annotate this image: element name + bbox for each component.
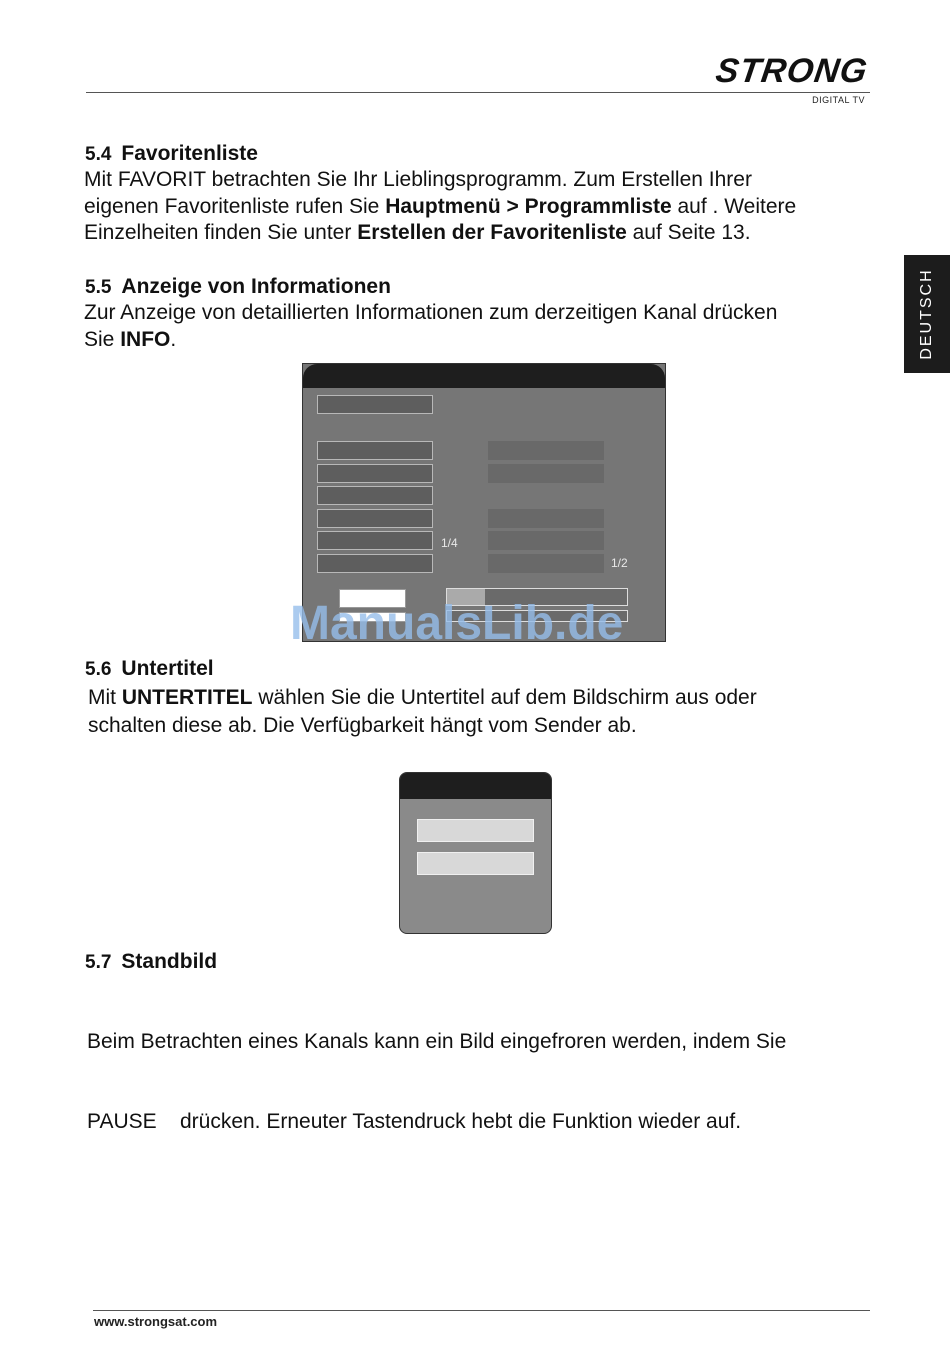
footer-divider [93, 1310, 870, 1311]
text-run: Sie [84, 327, 121, 351]
section-heading-5-5 [85, 275, 391, 299]
info-value-field [488, 531, 604, 550]
section-title: Favoritenliste [121, 142, 258, 165]
text-run: wählen Sie die Untertitel auf dem Bildschirm aus oder [252, 686, 757, 709]
section-heading-5-6 [85, 657, 214, 681]
section-title: Standbild [121, 950, 218, 973]
language-tab [904, 255, 950, 373]
info-field [317, 509, 433, 528]
brand-name: STRONG [712, 52, 870, 90]
footer-url: www.strongsat.com [94, 1314, 218, 1329]
section-number: 5.5 [85, 277, 112, 298]
info-field [317, 441, 433, 460]
brand-subtitle: DIGITAL TV [812, 95, 865, 105]
subtitle-screen-titlebar [400, 773, 551, 799]
section-title: Untertitel [121, 657, 214, 680]
body-line [88, 684, 757, 712]
text-run: . [170, 327, 177, 351]
subtitle-option [417, 819, 534, 842]
section-number: 5.4 [85, 144, 112, 165]
section-body-5-5 [84, 300, 777, 353]
info-value-field [488, 441, 604, 460]
body-line [84, 220, 796, 247]
info-field [317, 395, 433, 414]
text-run: auf . Weitere [671, 194, 797, 218]
subtitle-screen-image [399, 772, 552, 934]
body-line [84, 194, 796, 221]
watermark: ManualsLib.de [290, 597, 624, 650]
bold-term: Erstellen der Favoritenliste [357, 221, 627, 244]
section-heading-5-4 [85, 142, 258, 166]
text-run: Mit [88, 686, 122, 709]
info-field [317, 554, 433, 573]
info-field [317, 531, 433, 550]
text-run: Einzelheiten finden Sie unter [84, 221, 358, 244]
body-line: Mit FAVORIT betrachten Sie Ihr Lieblingsprogramm. Zum Erstellen Ihrer [84, 168, 752, 191]
body-line [84, 327, 777, 354]
body-line: Beim Betrachten eines Kanals kann ein Bild eingefroren werden, indem Sie [87, 1030, 787, 1053]
page-indicator-right: 1/2 [611, 556, 628, 570]
text-run: eigenen Favoritenliste rufen Sie [84, 194, 386, 218]
info-value-field [488, 554, 604, 573]
section-heading-5-7 [85, 950, 217, 974]
info-field [317, 486, 433, 505]
info-field [317, 464, 433, 483]
brand-logo [686, 52, 871, 108]
section-body-5-6 [88, 684, 757, 740]
section-number: 5.6 [85, 659, 112, 680]
body-line: Zur Anzeige von detaillierten Informationen zum derzeitigen Kanal drücken [84, 301, 778, 324]
body-line: schalten diese ab. Die Verfügbarkeit hängt vom Sender ab. [88, 714, 637, 737]
section-body-5-7 [87, 976, 786, 1162]
info-value-field [488, 509, 604, 528]
bold-term: UNTERTITEL [121, 686, 253, 709]
language-tab-label: DEUTSCH [918, 268, 935, 360]
bold-term: Hauptmenü > Programmliste [385, 194, 672, 218]
info-value-field [488, 464, 604, 483]
section-body-5-4 [84, 167, 796, 247]
header-divider [86, 92, 870, 93]
info-screen-titlebar [303, 364, 665, 388]
text-run: auf Seite 13. [626, 221, 751, 244]
section-number: 5.7 [85, 952, 112, 973]
subtitle-option [417, 852, 534, 875]
bold-term: INFO [120, 327, 171, 351]
section-title: Anzeige von Informationen [121, 275, 391, 298]
page-indicator-left: 1/4 [441, 536, 458, 550]
body-line: PAUSE drücken. Erneuter Tastendruck hebt die Funktion wieder auf. [87, 1109, 742, 1133]
